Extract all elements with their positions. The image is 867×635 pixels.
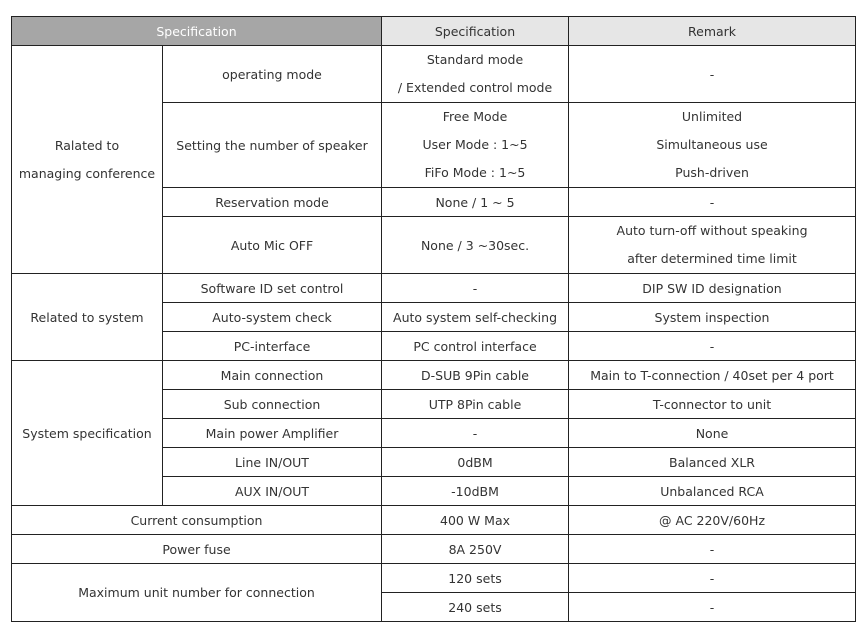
system-spec-row-remark: T-connector to unit xyxy=(569,390,856,419)
system-spec-row-spec: -10dBM xyxy=(382,477,569,506)
system-row-spec: PC control interface xyxy=(382,332,569,361)
reservation-label: Reservation mode xyxy=(163,188,382,217)
system-spec-row-remark: Unbalanced RCA xyxy=(569,477,856,506)
group-system-spec: System specification xyxy=(12,361,163,506)
max-units-spec: 120 sets xyxy=(382,564,569,593)
system-spec-row-spec: D-SUB 9Pin cable xyxy=(382,361,569,390)
table-row xyxy=(12,46,856,103)
fuse-label: Power fuse xyxy=(12,535,382,564)
system-row-spec: Auto system self-checking xyxy=(382,303,569,332)
operating-mode-remark: - xyxy=(569,46,856,103)
auto-mic-label: Auto Mic OFF xyxy=(163,217,382,274)
operating-mode-spec-line2: / Extended control mode xyxy=(397,80,553,95)
system-row-label: PC-interface xyxy=(163,332,382,361)
system-spec-row-label: Sub connection xyxy=(163,390,382,419)
speaker-number-spec xyxy=(382,103,569,188)
fuse-spec: 8A 250V xyxy=(382,535,569,564)
system-spec-row-spec: UTP 8Pin cable xyxy=(382,390,569,419)
fuse-remark: - xyxy=(569,535,856,564)
system-spec-row-label: Main power Amplifier xyxy=(163,419,382,448)
reservation-spec: None / 1 ~ 5 xyxy=(382,188,569,217)
header-specification-category: Specification xyxy=(12,17,382,46)
current-label: Current consumption xyxy=(12,506,382,535)
speaker-number-label: Setting the number of speaker xyxy=(163,103,382,188)
group-conference-line2: managing conference xyxy=(18,165,156,181)
reservation-remark: - xyxy=(569,188,856,217)
group-conference-line1: Ralated to xyxy=(54,137,120,153)
table-row xyxy=(12,535,856,564)
table-row xyxy=(12,564,856,593)
system-row-label: Software ID set control xyxy=(163,274,382,303)
system-spec-row-spec: 0dBM xyxy=(382,448,569,477)
max-units-spec: 240 sets xyxy=(382,593,569,622)
header-row xyxy=(12,17,856,46)
system-spec-row-spec: - xyxy=(382,419,569,448)
system-row-remark: - xyxy=(569,332,856,361)
operating-mode-label: operating mode xyxy=(163,46,382,103)
system-spec-row-label: AUX IN/OUT xyxy=(163,477,382,506)
max-units-remark: - xyxy=(569,593,856,622)
max-units-label: Maximum unit number for connection xyxy=(12,564,382,622)
operating-mode-spec-line1: Standard mode xyxy=(426,52,524,67)
system-row-label: Auto-system check xyxy=(163,303,382,332)
table-row xyxy=(12,274,856,303)
speaker-number-spec-line3: FiFo Mode : 1~5 xyxy=(424,165,526,180)
auto-mic-remark-line2: after determined time limit xyxy=(627,251,797,266)
group-system: Related to system xyxy=(12,274,163,361)
auto-mic-spec: None / 3 ~30sec. xyxy=(382,217,569,274)
speaker-number-spec-line2: User Mode : 1~5 xyxy=(422,137,528,152)
specification-table xyxy=(11,16,856,622)
system-spec-row-remark: Main to T-connection / 40set per 4 port xyxy=(569,361,856,390)
speaker-number-remark-line1: Unlimited xyxy=(681,109,743,124)
speaker-number-remark-line2: Simultaneous use xyxy=(656,137,768,152)
speaker-number-remark xyxy=(569,103,856,188)
speaker-number-spec-line1: Free Mode xyxy=(442,109,508,124)
system-spec-row-remark: None xyxy=(569,419,856,448)
header-remark: Remark xyxy=(569,17,856,46)
current-spec: 400 W Max xyxy=(382,506,569,535)
table-row xyxy=(12,361,856,390)
header-specification: Specification xyxy=(382,17,569,46)
system-spec-row-label: Main connection xyxy=(163,361,382,390)
auto-mic-remark xyxy=(569,217,856,274)
system-spec-row-label: Line IN/OUT xyxy=(163,448,382,477)
system-spec-row-remark: Balanced XLR xyxy=(569,448,856,477)
auto-mic-remark-line1: Auto turn-off without speaking xyxy=(616,223,808,238)
system-row-remark: DIP SW ID designation xyxy=(569,274,856,303)
speaker-number-remark-line3: Push-driven xyxy=(675,165,749,180)
operating-mode-spec xyxy=(382,46,569,103)
table-row xyxy=(12,506,856,535)
system-row-spec: - xyxy=(382,274,569,303)
system-row-remark: System inspection xyxy=(569,303,856,332)
max-units-remark: - xyxy=(569,564,856,593)
group-conference xyxy=(12,46,163,274)
current-remark: @ AC 220V/60Hz xyxy=(569,506,856,535)
